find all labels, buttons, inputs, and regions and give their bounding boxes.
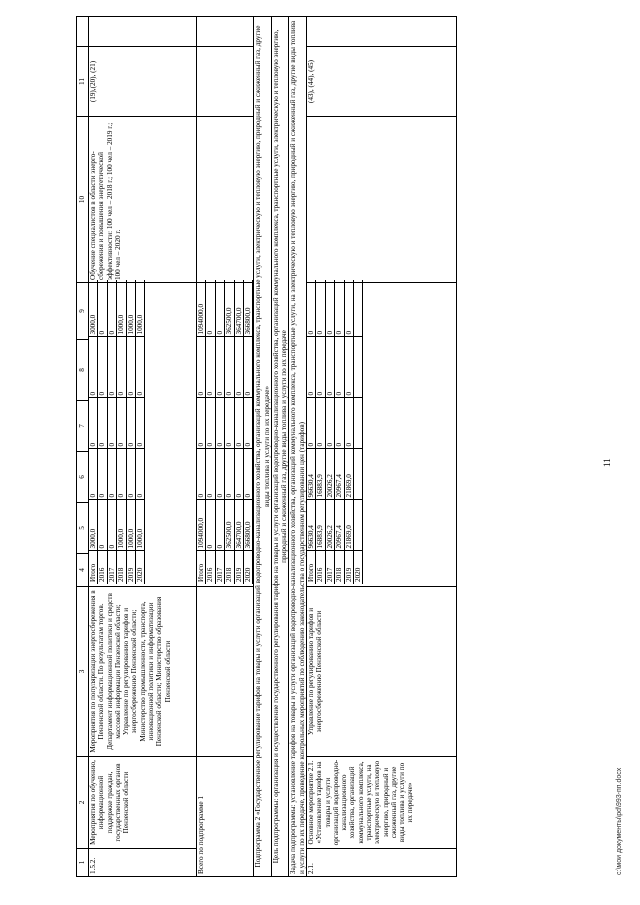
- value-cell: 0: [215, 337, 224, 398]
- value-cell: 20026,2: [325, 500, 334, 551]
- empty-cell: [197, 117, 254, 283]
- empty-cell: [197, 47, 254, 117]
- year-cell: 2019: [126, 551, 135, 584]
- year-cell: 2019: [344, 551, 353, 584]
- value-cell: 0: [344, 337, 353, 398]
- value-cell: 0: [98, 280, 107, 337]
- value-cell: 3000,0: [89, 280, 98, 337]
- finance-subtable: [89, 280, 145, 584]
- value-cell: 0: [126, 337, 135, 398]
- finance-subtable: [197, 280, 253, 584]
- finance-block: [197, 283, 254, 587]
- value-cell: 0: [316, 398, 325, 449]
- finance-row: [206, 280, 215, 584]
- finance-row: [316, 280, 325, 584]
- year-cell: Итого: [307, 551, 316, 584]
- value-cell: 0: [98, 500, 107, 551]
- value-cell: 0: [197, 449, 206, 500]
- value-cell: [353, 280, 362, 337]
- header-row: [77, 17, 89, 877]
- value-cell: 0: [325, 280, 334, 337]
- value-cell: 16883,9: [316, 449, 325, 500]
- year-cell: 2020: [353, 551, 362, 584]
- value-cell: 3000,0: [89, 500, 98, 551]
- total-label: Всего по подпрограмме 1: [197, 757, 254, 877]
- header-cell: 9: [77, 283, 89, 340]
- finance-row: [215, 280, 224, 584]
- value-cell: 366800,0: [243, 500, 252, 551]
- value-cell: 96630,4: [307, 500, 316, 551]
- value-cell: 0: [206, 337, 215, 398]
- year-cell: 2017: [215, 551, 224, 584]
- value-cell: 0: [117, 398, 126, 449]
- value-cell: 0: [344, 398, 353, 449]
- value-cell: 0: [307, 398, 316, 449]
- indicators-cell: (43), (44), (45): [307, 47, 457, 117]
- value-cell: 0: [325, 337, 334, 398]
- table-row-total-sub1: [197, 17, 254, 877]
- year-cell: 2019: [234, 551, 243, 584]
- value-cell: 0: [117, 449, 126, 500]
- header-cell: 11: [77, 47, 89, 117]
- value-cell: 0: [225, 449, 234, 500]
- spare-cell: [307, 17, 457, 47]
- value-cell: 0: [126, 449, 135, 500]
- value-cell: 0: [243, 337, 252, 398]
- value-cell: 0: [307, 337, 316, 398]
- value-cell: 0: [206, 280, 215, 337]
- year-cell: 2016: [316, 551, 325, 584]
- value-cell: 0: [117, 337, 126, 398]
- value-cell: [353, 337, 362, 398]
- year-cell: 2016: [98, 551, 107, 584]
- value-cell: 0: [197, 398, 206, 449]
- value-cell: 21869,0: [344, 449, 353, 500]
- value-cell: 1000,0: [135, 280, 144, 337]
- value-cell: 0: [197, 337, 206, 398]
- program-table: [76, 16, 457, 877]
- subprogram2-goal: Цель подпрограммы: организация и осуществление государственного регулирования тарифов на товары и услуги организаций водопроводно-канализационного хозяйства, организаций коммунального комплекса, транспортные услуги, электрическую и тепловую энергию, природный и сжиженный газ, другие виды топлива и услуги по их передаче: [271, 17, 289, 877]
- value-cell: 96630,4: [307, 449, 316, 500]
- value-cell: 0: [98, 449, 107, 500]
- finance-row: [353, 280, 362, 584]
- header-cell: 3: [77, 587, 89, 757]
- finance-row: [89, 280, 98, 584]
- value-cell: 0: [98, 398, 107, 449]
- finance-row: [243, 280, 252, 584]
- value-cell: 0: [335, 337, 344, 398]
- header-cell: 1: [77, 849, 89, 877]
- value-cell: 0: [344, 280, 353, 337]
- row-number: 1.5.2.: [89, 849, 197, 877]
- activity-name: Основное мероприятие 2.1. «Установление тарифов на товары и услуги организаций водопроводно-канализационного хозяйства, организаций коммунального комплекса, транспортные услуги, на электрическую и тепловую энергию, природный и сжиженный газ, другие виды топлива и услуги по их передаче»: [307, 757, 457, 849]
- subprogram2-task-row: [289, 17, 307, 877]
- result-cell: [307, 117, 457, 283]
- header-cell: 2: [77, 757, 89, 849]
- subprogram2-task: Задача подпрограммы: установление тарифов на товары и услуги организаций водопроводно-канализационного хозяйства, организаций коммунального комплекса, транспортные услуги, на электрическую и тепловую энергию, природный и сжиженный газ, другие виды топлива и услуги по их передаче, проведение контрольных мероприятий по соблюдению законодательства о государственном регулировании цен (тарифов): [289, 17, 307, 877]
- value-cell: 0: [325, 398, 334, 449]
- value-cell: 21869,0: [344, 500, 353, 551]
- value-cell: 1000,0: [117, 500, 126, 551]
- finance-row: [126, 280, 135, 584]
- value-cell: 0: [135, 398, 144, 449]
- empty-cell: [197, 587, 254, 757]
- value-cell: 20967,4: [335, 449, 344, 500]
- year-cell: 2020: [243, 551, 252, 584]
- header-cell: 7: [77, 401, 89, 452]
- spare-cell: [77, 17, 89, 47]
- value-cell: 0: [107, 280, 116, 337]
- finance-row: [117, 280, 126, 584]
- finance-subtable: [307, 280, 363, 584]
- year-cell: 2018: [225, 551, 234, 584]
- header-cell: 8: [77, 340, 89, 401]
- finance-row: [107, 280, 116, 584]
- value-cell: 0: [243, 398, 252, 449]
- value-cell: 364700,0: [234, 280, 243, 337]
- value-cell: 0: [89, 337, 98, 398]
- value-cell: 0: [107, 449, 116, 500]
- subprogram2-title: Подпрограмма 2 «Государственное регулирование тарифов на товары и услуги организаций водопроводно-канализационного хозяйства, организаций коммунального комплекса, транспортные услуги, электрическую и тепловую энергию, природный и сжиженный газ, другие виды топлива и услуги по их передаче»: [254, 17, 272, 877]
- subprogram2-goal-row: [271, 17, 289, 877]
- finance-row: [307, 280, 316, 584]
- finance-block: [307, 283, 457, 587]
- spare-cell: [197, 17, 254, 47]
- subprogram2-title-row: [254, 17, 272, 877]
- finance-row: [98, 280, 107, 584]
- value-cell: 366800,0: [243, 280, 252, 337]
- value-cell: 0: [89, 398, 98, 449]
- value-cell: 0: [107, 398, 116, 449]
- activity-name: Мероприятия по обучению, информационной поддержке граждан, государственных органов Пензенской области: [89, 757, 197, 849]
- executor-cell: Мероприятия по популяризации энергосбережения в Пензенской области. По результатам торгов. Департамент информационной политики и средств массовой информации Пензенской области; Управление по регулированию тарифов и энергосбережению Пензенской области; Министерство промышленности, транспорта, инновационной политики и информатизации Пензенской области; Министерство образования Пензенской области: [89, 587, 197, 757]
- finance-row: [234, 280, 243, 584]
- value-cell: 0: [215, 500, 224, 551]
- value-cell: [353, 449, 362, 500]
- header-cell: 4: [77, 554, 89, 587]
- year-cell: Итого: [197, 551, 206, 584]
- value-cell: 0: [225, 398, 234, 449]
- spare-cell: [89, 17, 197, 47]
- finance-block: [89, 283, 197, 587]
- year-cell: 2020: [135, 551, 144, 584]
- year-cell: 2018: [335, 551, 344, 584]
- value-cell: 362500,0: [225, 280, 234, 337]
- finance-row: [197, 280, 206, 584]
- value-cell: 1094000,0: [197, 500, 206, 551]
- indicators-cell: (19),(20), (21): [89, 47, 197, 117]
- value-cell: 1094000,0: [197, 280, 206, 337]
- header-cell: 5: [77, 503, 89, 554]
- value-cell: 0: [107, 500, 116, 551]
- value-cell: 0: [316, 337, 325, 398]
- value-cell: [353, 398, 362, 449]
- value-cell: 0: [89, 449, 98, 500]
- value-cell: 0: [234, 449, 243, 500]
- table-row-1-5-2: [89, 17, 197, 877]
- value-cell: 362500,0: [225, 500, 234, 551]
- finance-row: [225, 280, 234, 584]
- value-cell: 20967,4: [335, 500, 344, 551]
- value-cell: 0: [206, 449, 215, 500]
- result-cell: Обучение специалистов в области энерго-сбережения и повышения энергетической эффективности: 100 чел – 2018 г.; 100 чел – 2019 г.; 100 чел – 2020 г.: [89, 117, 197, 283]
- value-cell: 364700,0: [234, 500, 243, 551]
- value-cell: 0: [98, 337, 107, 398]
- value-cell: 16883,9: [316, 500, 325, 551]
- value-cell: 0: [215, 449, 224, 500]
- value-cell: 20026,2: [325, 449, 334, 500]
- value-cell: 0: [206, 398, 215, 449]
- finance-row: [344, 280, 353, 584]
- value-cell: 0: [215, 398, 224, 449]
- year-cell: 2017: [107, 551, 116, 584]
- year-cell: 2017: [325, 551, 334, 584]
- value-cell: 1000,0: [126, 280, 135, 337]
- value-cell: [353, 500, 362, 551]
- value-cell: 0: [225, 337, 234, 398]
- header-cell: 6: [77, 452, 89, 503]
- value-cell: 0: [234, 337, 243, 398]
- table-row-2-1: [307, 17, 457, 877]
- year-cell: 2018: [117, 551, 126, 584]
- value-cell: 0: [206, 500, 215, 551]
- finance-row: [325, 280, 334, 584]
- value-cell: 0: [135, 449, 144, 500]
- page-number: 11: [602, 458, 612, 467]
- header-cell: 10: [77, 117, 89, 283]
- value-cell: 0: [107, 337, 116, 398]
- value-cell: 0: [243, 449, 252, 500]
- year-cell: 2016: [206, 551, 215, 584]
- value-cell: 0: [135, 337, 144, 398]
- value-cell: 0: [316, 280, 325, 337]
- row-number: 2.1.: [307, 849, 457, 877]
- value-cell: 1000,0: [135, 500, 144, 551]
- value-cell: 0: [215, 280, 224, 337]
- value-cell: 0: [335, 280, 344, 337]
- value-cell: 0: [307, 280, 316, 337]
- value-cell: 1000,0: [117, 280, 126, 337]
- footer-file-path: c:\мои документы\pd\993-пп.docx: [616, 767, 623, 875]
- value-cell: 1000,0: [126, 500, 135, 551]
- finance-row: [335, 280, 344, 584]
- value-cell: 0: [335, 398, 344, 449]
- value-cell: 0: [234, 398, 243, 449]
- value-cell: 0: [126, 398, 135, 449]
- executor-cell: Управление по регулированию тарифов и энергосбережению Пензенской области: [307, 587, 457, 757]
- year-cell: Итого: [89, 551, 98, 584]
- finance-row: [135, 280, 144, 584]
